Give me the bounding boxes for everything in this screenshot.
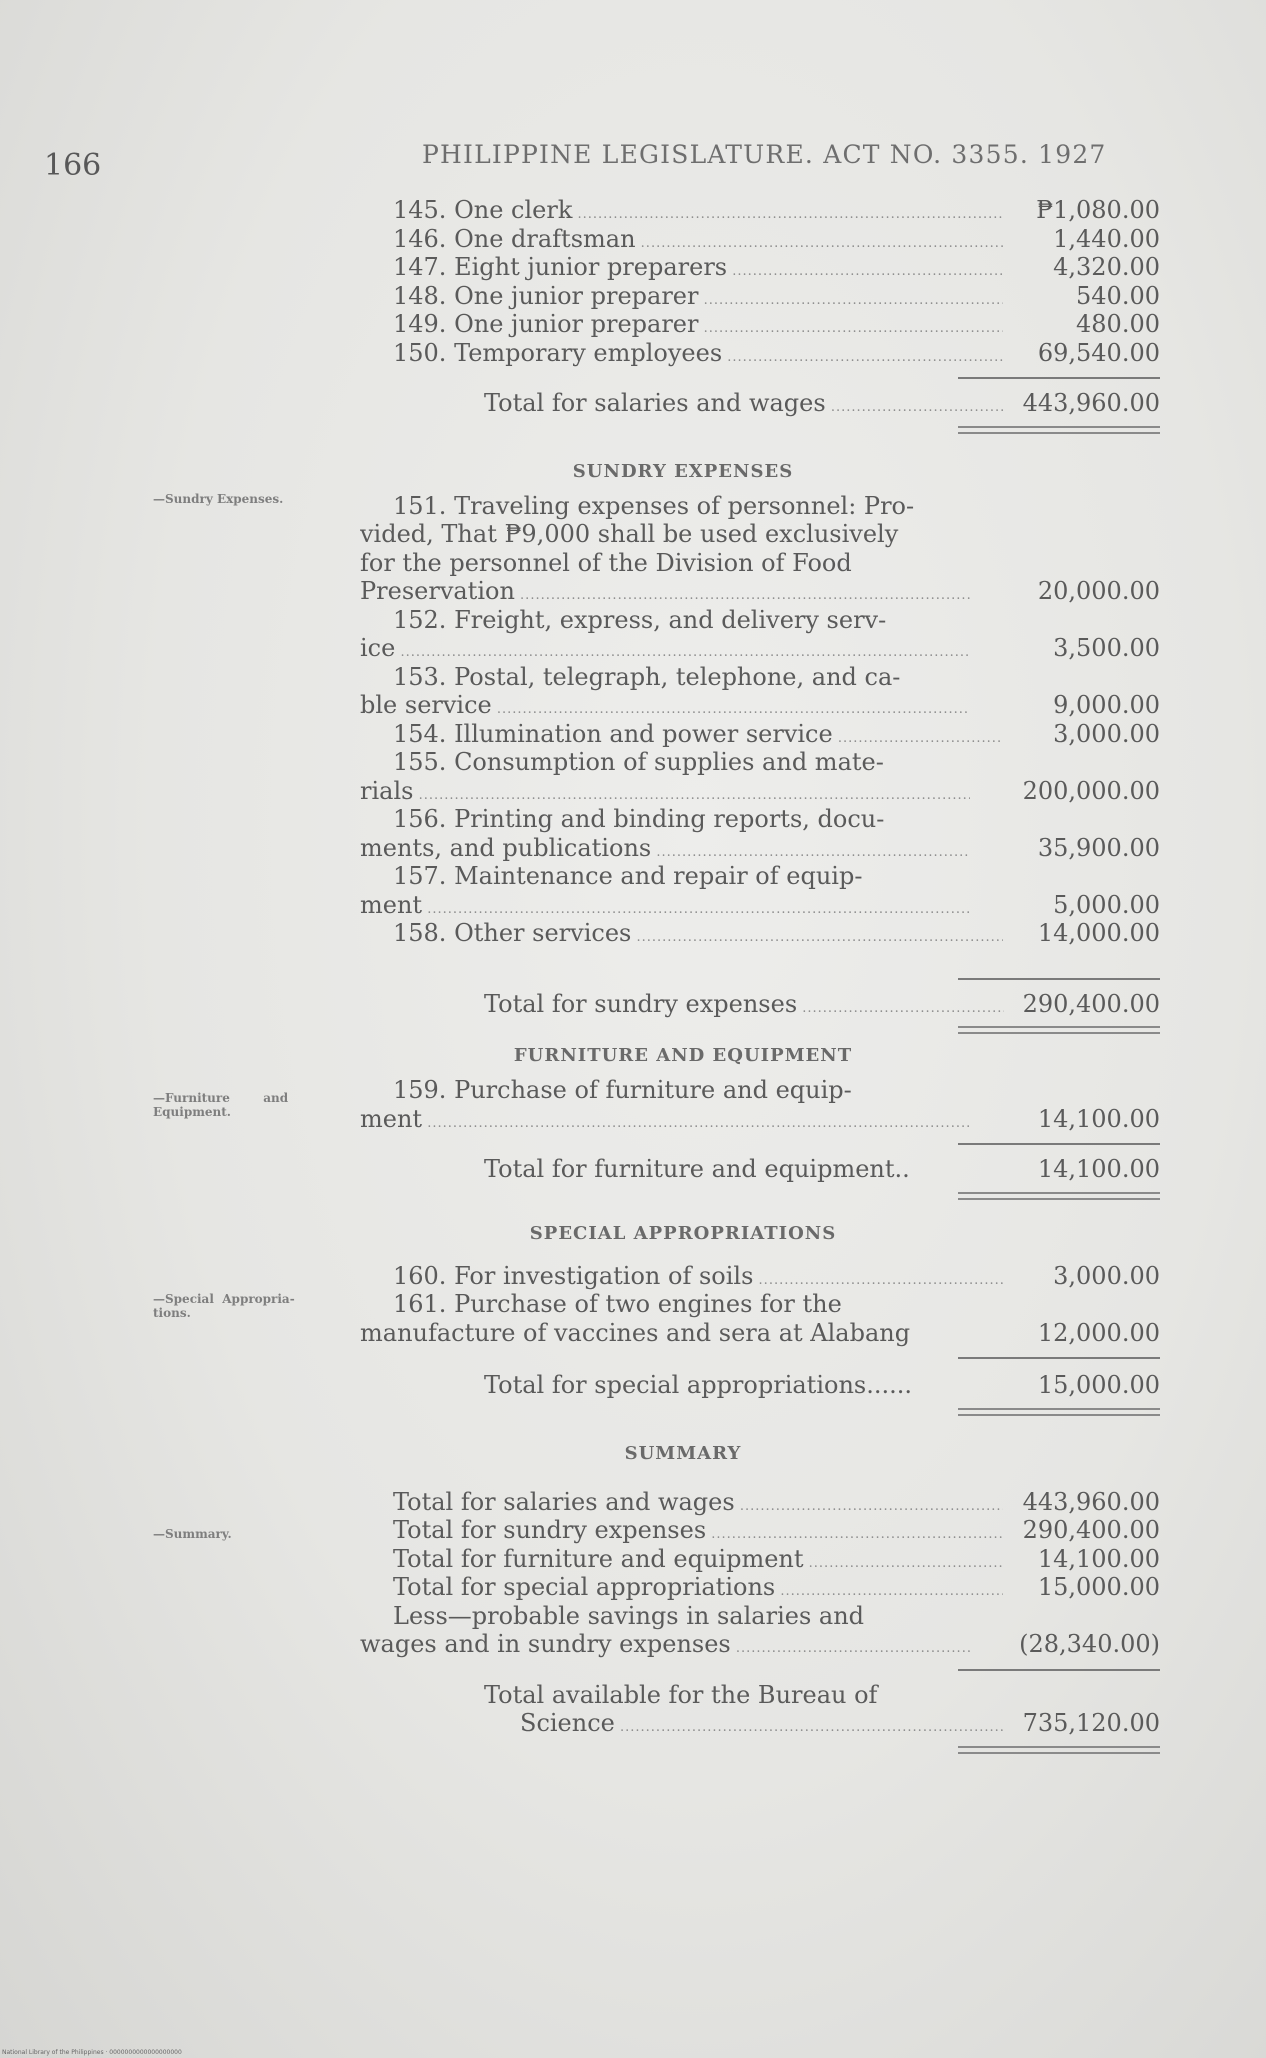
item-amount: 35,900.00: [1037, 833, 1160, 862]
item-amount: 3,500.00: [1053, 634, 1160, 662]
item-amount: 69,540.00: [1037, 338, 1160, 367]
margin-note-special-line1: —Special Appropria-: [153, 1292, 295, 1306]
grand-total-label: Science .....: [520, 1709, 1004, 1743]
item-label: 160. For investigation of soils .....: [393, 1262, 1003, 1296]
line-item-158: [360, 919, 1160, 948]
item-amount: ₱1,080.00: [1036, 196, 1160, 224]
line-item-159-a: [360, 1076, 1160, 1105]
total-amount: 290,400.00: [1022, 989, 1160, 1018]
line-item-154: [360, 720, 1160, 749]
total-label: Total for sundry expenses .....: [484, 990, 1004, 1024]
total-label: Total for furniture and equipment..: [484, 1155, 910, 1183]
item-label: 145. One clerk .....: [393, 196, 1003, 230]
item-label: 148. One junior preparer .....: [393, 282, 1003, 316]
margin-note-summary: —Summary.: [153, 1527, 232, 1541]
summary-label: Total for special appropriations .....: [393, 1573, 1003, 1607]
running-header: PHILIPPINE LEGISLATURE. ACT NO. 3355. 1927: [422, 140, 1107, 169]
item-label: 159. Purchase of furniture and equip-: [393, 1076, 852, 1104]
grand-total-b: [360, 1709, 1160, 1738]
summary-amount: (28,340.00): [1019, 1630, 1160, 1658]
item-label: 152. Freight, express, and delivery serv-: [393, 605, 887, 634]
line-item-153-a: [360, 663, 1160, 692]
item-label: 157. Maintenance and repair of equip-: [393, 862, 863, 890]
line-item-156-a: [360, 805, 1160, 834]
total-salaries-row: [360, 389, 1160, 418]
line-item-152-a: [360, 606, 1160, 635]
summary-line-salaries: [360, 1488, 1160, 1517]
item-amount: 480.00: [1076, 310, 1160, 338]
item-amount: 200,000.00: [1022, 776, 1160, 805]
item-amount: 3,000.00: [1053, 719, 1160, 748]
item-label: 161. Purchase of two engines for the: [393, 1290, 842, 1318]
item-label: ble service .....: [360, 691, 970, 725]
item-amount: 14,100.00: [1037, 1104, 1160, 1133]
summary-line-special: [360, 1573, 1160, 1602]
summary-label: Total for sundry expenses .....: [393, 1516, 1003, 1550]
subtotal-rule: [958, 1669, 1160, 1671]
line-item-156-b: [360, 834, 1160, 863]
line-item-155-b: [360, 777, 1160, 806]
item-label: 156. Printing and binding reports, docu-: [393, 805, 885, 833]
summary-label: wages and in sundry expenses .....: [360, 1630, 970, 1664]
line-item-147: [360, 253, 1160, 282]
total-amount: 443,960.00: [1022, 389, 1160, 417]
line-item-160: [360, 1262, 1160, 1291]
item-amount: 14,000.00: [1037, 919, 1160, 947]
item-label: vided, That ₱9,000 shall be used exclusively: [360, 520, 899, 548]
subtotal-rule: [958, 377, 1160, 379]
item-label: 147. Eight junior preparers .....: [393, 253, 1003, 287]
line-item-150: [360, 339, 1160, 368]
item-label: 149. One junior preparer .....: [393, 310, 1003, 344]
margin-note-furniture-line1: —Furniture and: [153, 1091, 289, 1105]
margin-note-furniture: [153, 1091, 363, 1119]
summary-less-a: [360, 1602, 1160, 1631]
item-label: 151. Traveling expenses of personnel: Pro-: [393, 491, 915, 520]
item-label: manufacture of vaccines and sera at Alabang: [360, 1318, 911, 1347]
item-label: 154. Illumination and power service .....: [393, 720, 1003, 754]
total-special-row: [360, 1371, 1160, 1400]
item-label: 158. Other services .....: [393, 919, 1003, 953]
item-label: 150. Temporary employees .....: [393, 339, 1003, 373]
line-item-153-b: [360, 691, 1160, 720]
appropriations-table: [360, 196, 1160, 1760]
item-label: ments, and publications .....: [360, 834, 970, 868]
line-item-149: [360, 310, 1160, 339]
section-title-special: SPECIAL APPROPRIATIONS: [529, 1222, 837, 1244]
line-item-152-b: [360, 634, 1160, 663]
page-number: 166: [44, 148, 102, 183]
summary-amount: 290,400.00: [1022, 1516, 1160, 1544]
summary-amount: 443,960.00: [1022, 1487, 1160, 1516]
item-label: 155. Consumption of supplies and mate-: [393, 748, 884, 776]
grand-total-label: Total available for the Bureau of: [484, 1680, 878, 1709]
line-item-151-a: [360, 492, 1160, 521]
item-label: for the personnel of the Division of Food: [360, 548, 852, 577]
scan-credit: National Library of the Philippines · 0000000000000000000: [2, 2049, 182, 2056]
item-label: 153. Postal, telegraph, telephone, and ca-: [393, 662, 901, 691]
total-double-rule: [958, 1026, 1160, 1034]
line-item-151-b: [360, 520, 1160, 549]
grand-total-a: [360, 1681, 1160, 1710]
subtotal-rule: [958, 978, 1160, 980]
item-label: 146. One draftsman .....: [393, 225, 1003, 259]
margin-note-furniture-line2: Equipment.: [153, 1105, 231, 1119]
section-title-summary: SUMMARY: [624, 1442, 742, 1464]
summary-line-sundry: [360, 1516, 1160, 1545]
line-item-151-c: [360, 549, 1160, 578]
total-double-rule: [958, 1746, 1160, 1754]
total-label: Total for special appropriations......: [484, 1371, 912, 1399]
item-amount: 20,000.00: [1037, 577, 1160, 605]
grand-total-amount: 735,120.00: [1022, 1709, 1160, 1737]
item-label: ment .....: [360, 1105, 970, 1139]
item-amount: 3,000.00: [1053, 1261, 1160, 1290]
total-furniture-row: [360, 1155, 1160, 1184]
subtotal-rule: [958, 1143, 1160, 1145]
margin-note-sundry: —Sundry Expenses.: [153, 492, 284, 506]
summary-label: Less—probable savings in salaries and: [393, 1601, 865, 1630]
summary-label: Total for furniture and equipment .....: [393, 1545, 1003, 1579]
item-label: ice .....: [360, 634, 970, 668]
summary-label: Total for salaries and wages .....: [393, 1488, 1003, 1522]
total-double-rule: [958, 1192, 1160, 1200]
summary-amount: 15,000.00: [1037, 1573, 1160, 1601]
line-item-157-b: [360, 891, 1160, 920]
line-item-148: [360, 282, 1160, 311]
total-double-rule: [958, 1408, 1160, 1416]
item-amount: 1,440.00: [1053, 224, 1160, 253]
total-amount: 15,000.00: [1037, 1371, 1160, 1399]
line-item-161-a: [360, 1290, 1160, 1319]
item-label: rials .....: [360, 777, 970, 811]
item-amount: 5,000.00: [1053, 890, 1160, 919]
line-item-157-a: [360, 862, 1160, 891]
line-item-161-b: [360, 1319, 1160, 1348]
item-label: Preservation .....: [360, 577, 970, 611]
total-double-rule: [958, 426, 1160, 434]
margin-note-special: [153, 1292, 363, 1320]
item-amount: 540.00: [1076, 281, 1160, 310]
summary-line-furniture: [360, 1545, 1160, 1574]
line-item-155-a: [360, 748, 1160, 777]
item-amount: 9,000.00: [1053, 691, 1160, 719]
section-title-furniture: FURNITURE AND EQUIPMENT: [513, 1045, 853, 1066]
summary-less-b: [360, 1630, 1160, 1659]
total-label: Total for salaries and wages .....: [484, 389, 1004, 423]
subtotal-rule: [958, 1357, 1160, 1359]
section-title-sundry: SUNDRY EXPENSES: [572, 460, 794, 482]
line-item-151-d: [360, 577, 1160, 606]
item-label: ment .....: [360, 891, 970, 925]
line-item-146: [360, 225, 1160, 254]
summary-amount: 14,100.00: [1037, 1544, 1160, 1573]
line-item-145: [360, 196, 1160, 225]
margin-note-special-line2: tions.: [153, 1306, 191, 1320]
item-amount: 4,320.00: [1053, 253, 1160, 281]
line-item-159-b: [360, 1105, 1160, 1134]
total-amount: 14,100.00: [1037, 1155, 1160, 1183]
item-amount: 12,000.00: [1037, 1318, 1160, 1347]
total-sundry-row: [360, 990, 1160, 1019]
